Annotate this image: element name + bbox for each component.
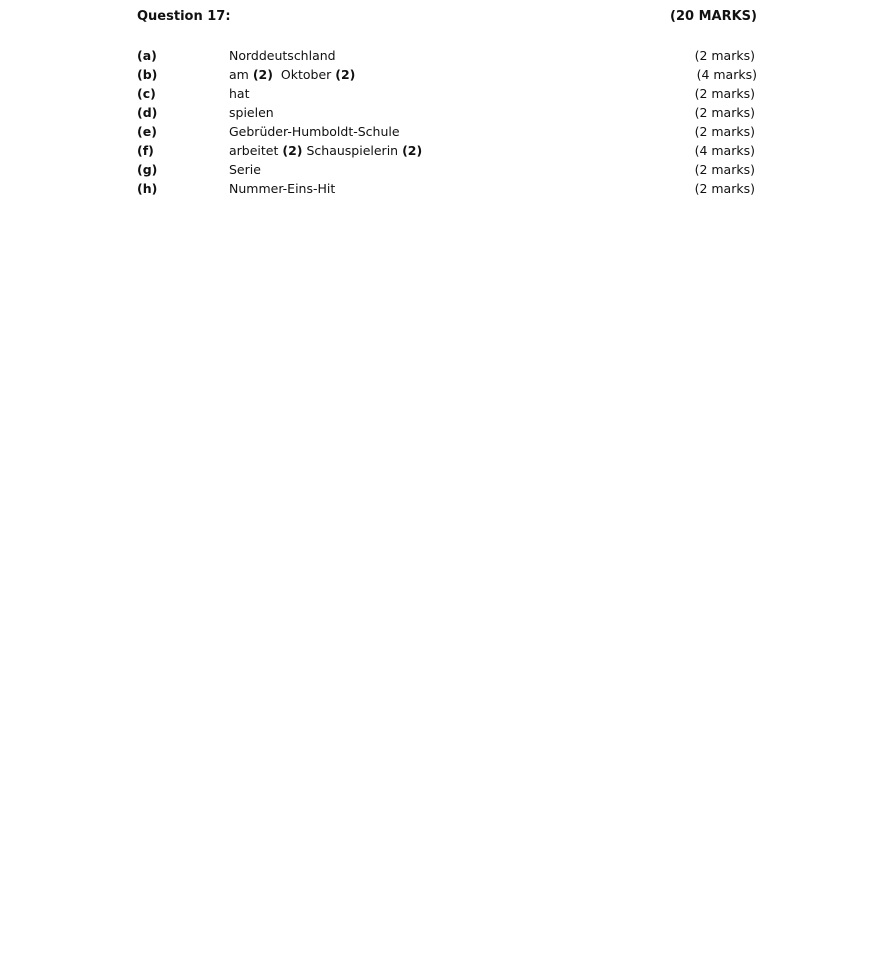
answer-label: (f) [137,143,154,158]
answer-marks: (2 marks) [694,105,755,120]
answer-fragment: Gebrüder-Humboldt-Schule [229,124,400,139]
answer-fragment: hat [229,86,250,101]
answer-text [229,179,335,198]
answer-list [137,46,757,198]
answer-marks: (2 marks) [694,48,755,63]
answer-fragment: Schauspielerin [302,143,403,158]
answer-label: (g) [137,162,158,177]
answer-mark-indicator: (2) [402,143,423,158]
question-header [137,9,757,27]
answer-mark-indicator: (2) [282,143,303,158]
answer-text [229,103,274,122]
answer-marks: (4 marks) [696,67,757,82]
answer-fragment: spielen [229,105,274,120]
answer-label: (a) [137,48,157,63]
answer-row [137,179,757,198]
answer-marks: (2 marks) [694,124,755,139]
answer-text [229,65,355,84]
answer-label: (e) [137,124,157,139]
answer-label: (c) [137,86,156,101]
answer-row [137,46,757,65]
answer-text [229,141,422,160]
answer-marks: (4 marks) [694,143,755,158]
answer-row [137,84,757,103]
answer-row [137,65,757,84]
answer-fragment: am [229,67,253,82]
answer-text [229,160,261,179]
question-total-marks: (20 MARKS) [670,9,757,24]
answer-row [137,103,757,122]
answer-marks: (2 marks) [694,162,755,177]
answer-label: (d) [137,105,158,120]
answer-mark-indicator: (2) [252,67,273,82]
answer-fragment: arbeitet [229,143,283,158]
answer-text [229,46,336,65]
answer-label: (h) [137,181,158,196]
answer-text [229,122,400,141]
answer-fragment: Norddeutschland [229,48,336,63]
answer-text [229,84,249,103]
answer-label: (b) [137,67,158,82]
question-title: Question 17: [137,9,231,24]
answer-marks: (2 marks) [694,181,755,196]
answer-marks: (2 marks) [694,86,755,101]
answer-fragment: Oktober [272,67,336,82]
answer-mark-indicator: (2) [335,67,356,82]
answer-row [137,122,757,141]
answer-fragment: Nummer-Eins-Hit [229,181,336,196]
answer-row [137,141,757,160]
answer-fragment: Serie [229,162,261,177]
answer-row [137,160,757,179]
